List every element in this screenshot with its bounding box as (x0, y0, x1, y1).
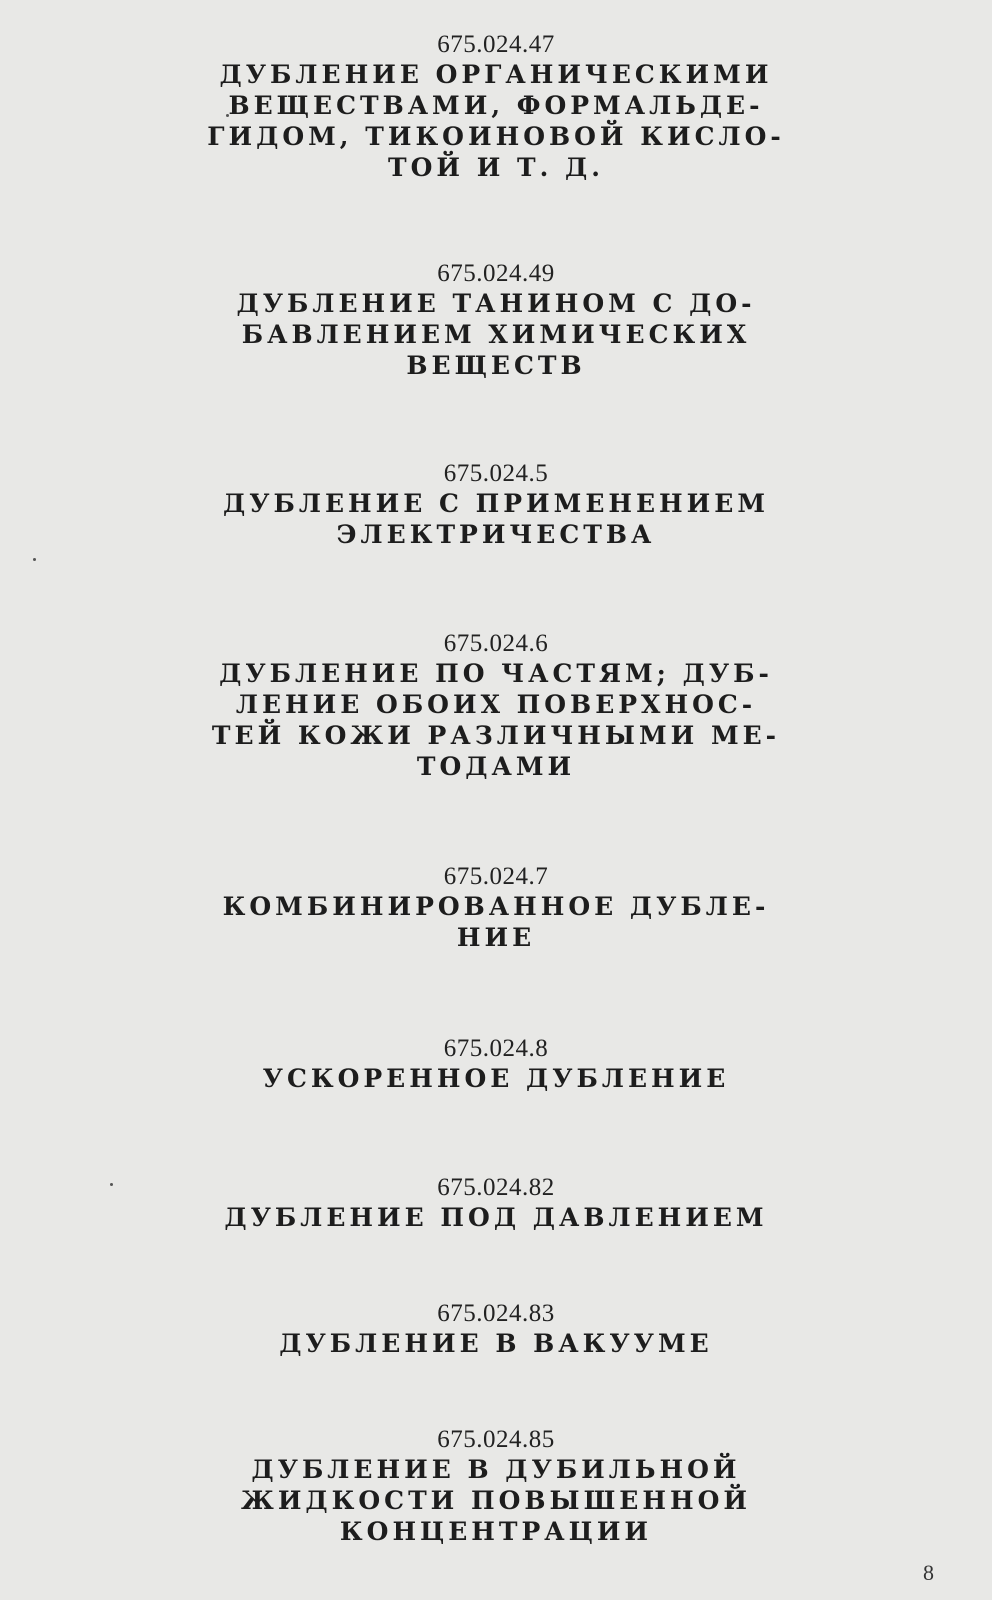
entry-title-line: ГИДОМ, ТИКОИНОВОЙ КИСЛО- (207, 122, 785, 151)
entry-title-line: УСКОРЕННОЕ ДУБЛЕНИЕ (262, 1064, 730, 1093)
entry-title-line: ЛЕНИЕ ОБОИХ ПОВЕРХНОС- (235, 690, 757, 719)
entry-title-line: ДУБЛЕНИЕ С ПРИМЕНЕНИЕМ (222, 489, 770, 518)
entry-title-line: ДУБЛЕНИЕ В ВАКУУМЕ (279, 1329, 713, 1358)
print-speck (33, 558, 36, 561)
entry-title-line: ДУБЛЕНИЕ ТАНИНОМ С ДО- (236, 289, 756, 318)
entry-title-line: ДУБЛЕНИЕ ПОД ДАВЛЕНИЕМ (224, 1203, 768, 1232)
classification-code: 675.024.83 (437, 1300, 555, 1327)
print-speck (226, 114, 229, 117)
classification-code: 675.024.82 (437, 1174, 555, 1201)
entry-title-line: КОНЦЕНТРАЦИИ (339, 1517, 653, 1546)
entry-675-024-6 (0, 629, 992, 782)
classification-code: 675.024.7 (443, 863, 549, 890)
entry-title-line: ДУБЛЕНИЕ В ДУБИЛЬНОЙ (251, 1455, 741, 1484)
classification-code: 675.024.85 (437, 1426, 555, 1453)
entry-675-024-8 (0, 1034, 992, 1094)
entry-title-line: ДУБЛЕНИЕ ОРГАНИЧЕСКИМИ (219, 60, 773, 89)
entry-title-line: ЭЛЕКТРИЧЕСТВА (336, 520, 656, 549)
entry-title-line: КОМБИНИРОВАННОЕ ДУБЛЕ- (222, 892, 770, 921)
entry-675-024-82 (0, 1173, 992, 1233)
entry-675-024-7 (0, 862, 992, 953)
entry-675-024-83 (0, 1299, 992, 1359)
classification-code: 675.024.47 (437, 31, 555, 58)
classification-code: 675.024.5 (443, 460, 549, 487)
entry-675-024-47 (0, 30, 992, 183)
print-speck (110, 1183, 113, 1186)
entry-title-line: БАВЛЕНИЕМ ХИМИЧЕСКИХ (241, 320, 751, 349)
entry-title-line: ВЕЩЕСТВ (406, 351, 586, 380)
classification-code: 675.024.6 (443, 630, 549, 657)
entry-title-line: ВЕЩЕСТВАМИ, ФОРМАЛЬДЕ- (228, 91, 764, 120)
entry-title-line: ТОЙ И Т. Д. (388, 153, 604, 182)
entry-title-line: ТЕЙ КОЖИ РАЗЛИЧНЫМИ МЕ- (211, 721, 781, 750)
entry-title-line: ТОДАМИ (416, 752, 576, 781)
entry-675-024-5 (0, 459, 992, 550)
classification-code: 675.024.8 (443, 1035, 549, 1062)
entry-title-line: ЖИДКОСТИ ПОВЫШЕННОЙ (241, 1486, 751, 1515)
entry-title-line: НИЕ (456, 923, 536, 952)
entry-675-024-49 (0, 259, 992, 381)
page-number: 8 (923, 1560, 934, 1585)
classification-code: 675.024.49 (437, 260, 555, 287)
entry-675-024-85 (0, 1425, 992, 1547)
entry-title-line: ДУБЛЕНИЕ ПО ЧАСТЯМ; ДУБ- (219, 659, 773, 688)
